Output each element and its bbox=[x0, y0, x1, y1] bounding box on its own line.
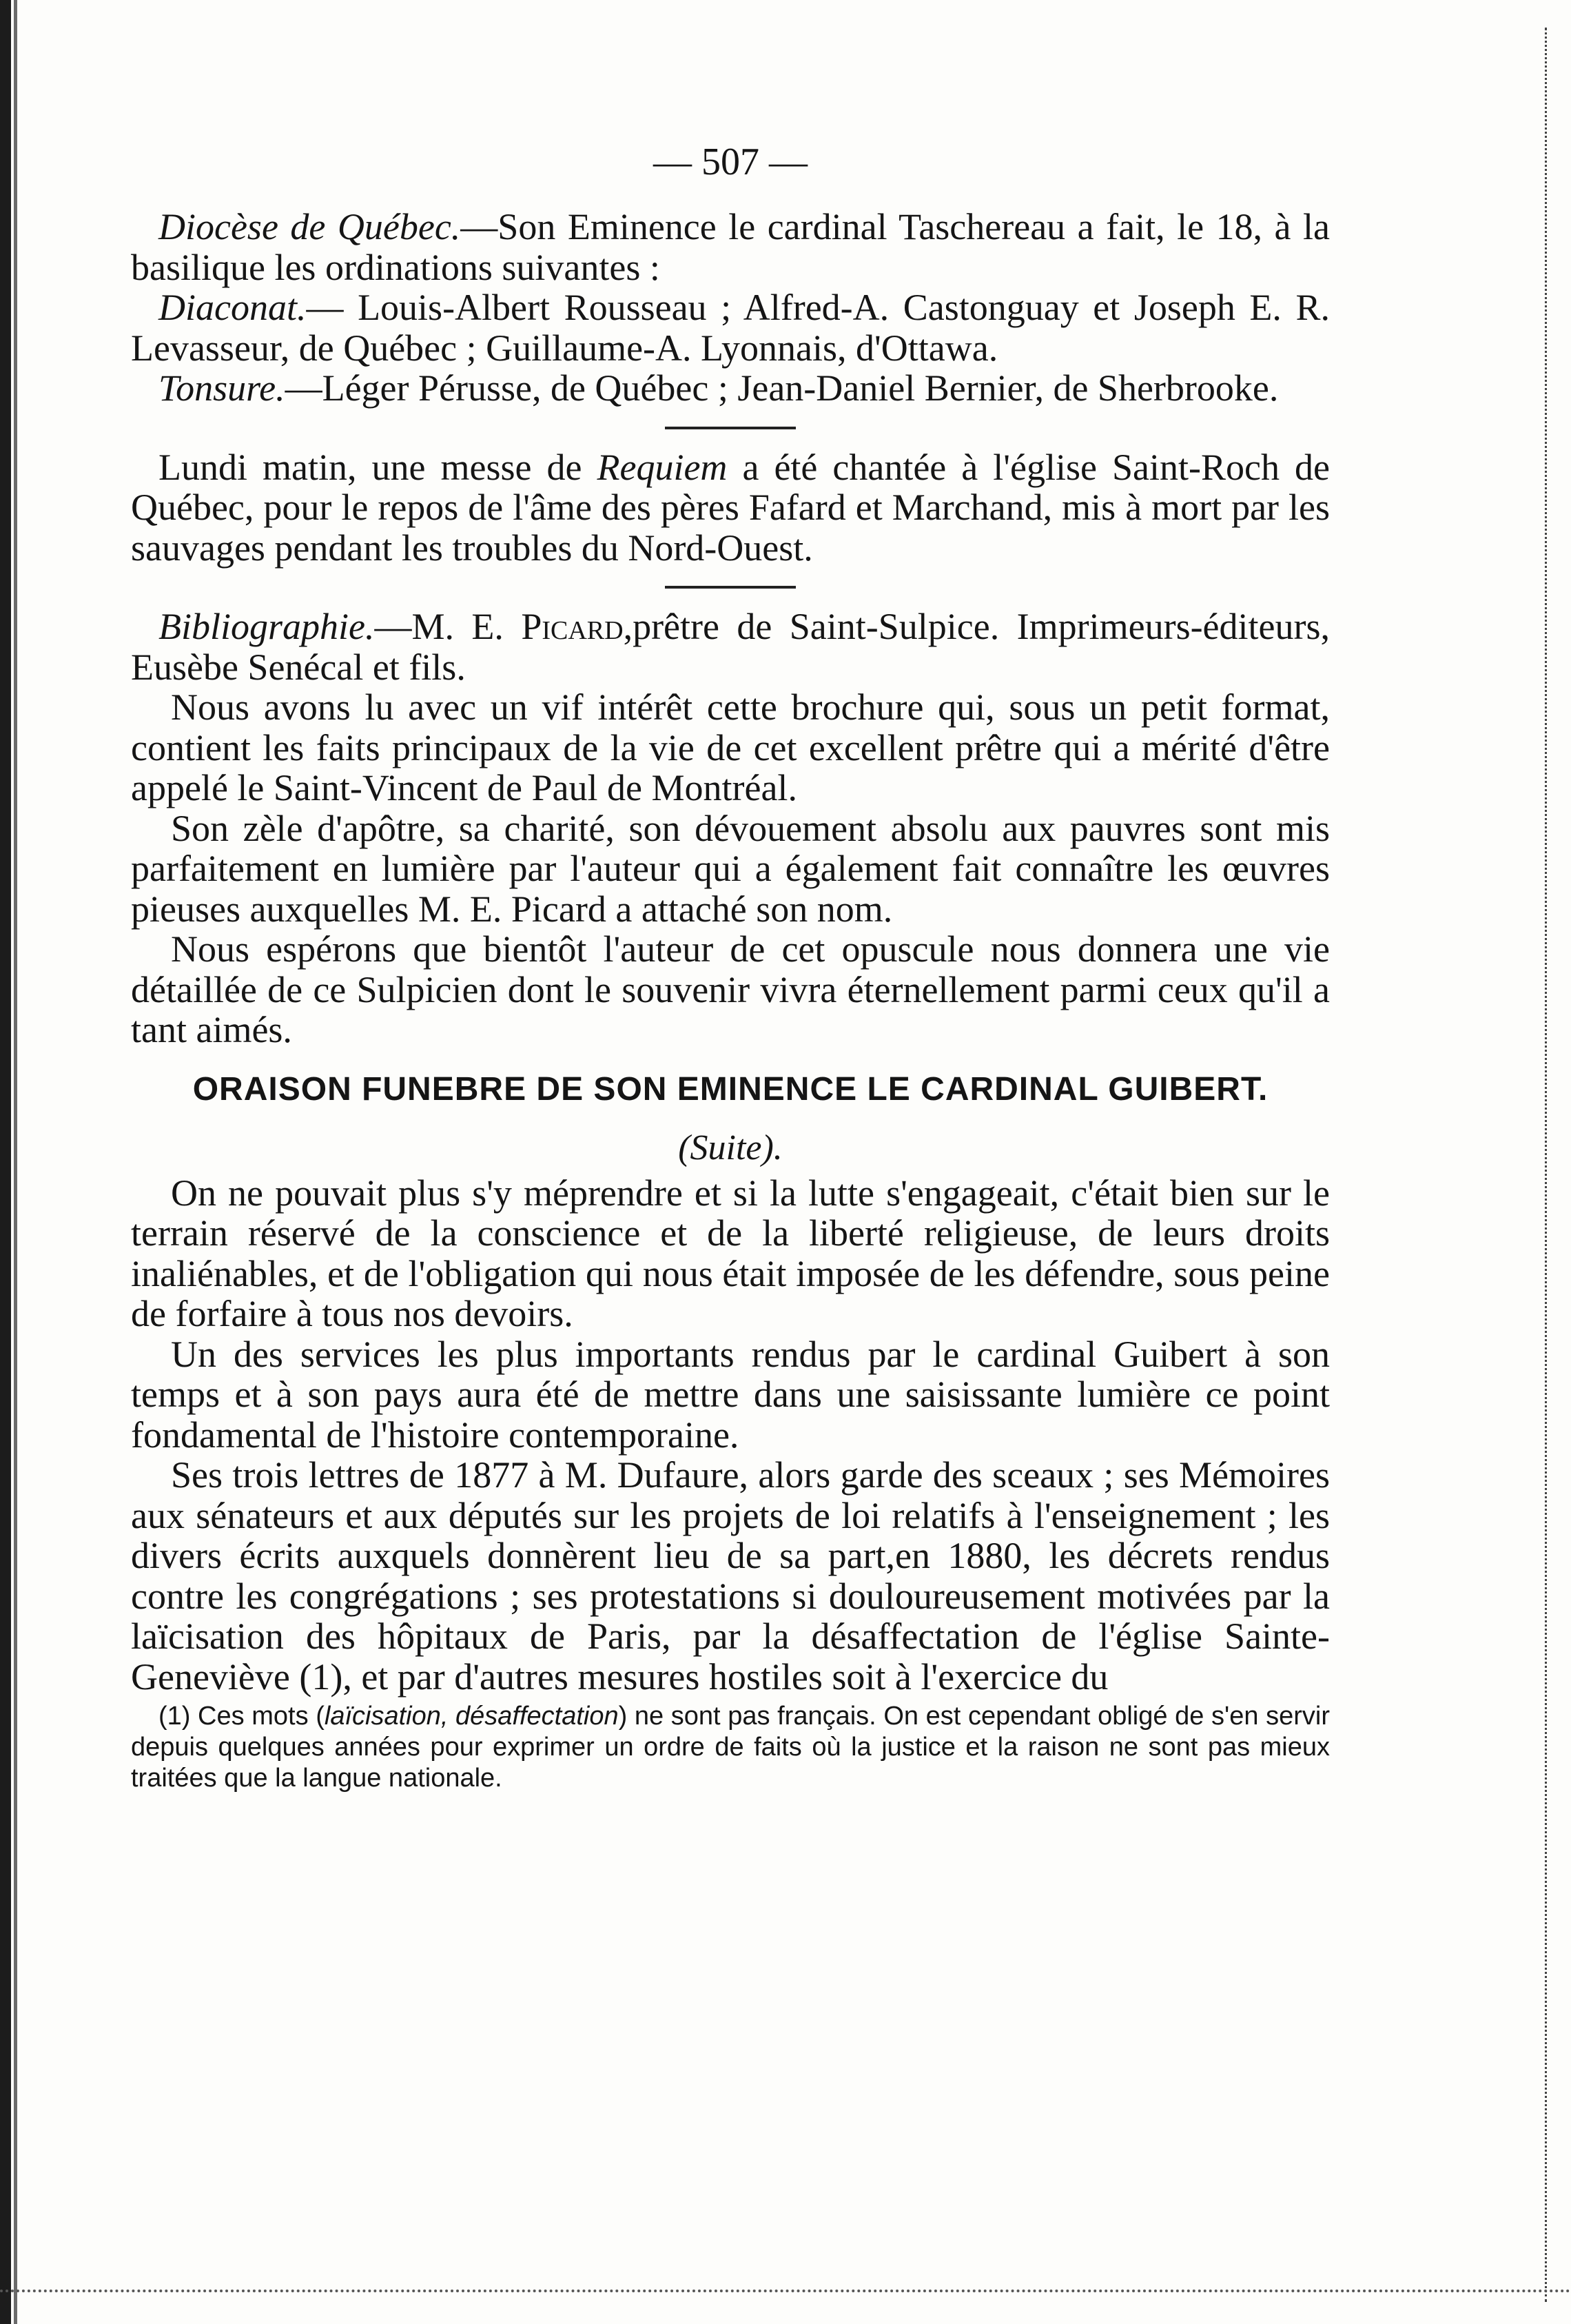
scan-binding-edge bbox=[0, 0, 11, 2324]
ordinations-intro-label: Diocèse de Québec. bbox=[158, 206, 461, 247]
section-heading: ORAISON FUNEBRE DE SON EMINENCE LE CARDINAL GUIBERT. bbox=[192, 1070, 1269, 1108]
footnote-rest: ) ne sont pas français. On est cependant obligé de s'en servir depuis quelques années pour exprimer un ordre de faits où la justice et la raison ne sont pas mieux traitées que la langue nationale. bbox=[131, 1702, 1331, 1793]
scan-right-edge bbox=[1545, 28, 1549, 2302]
diaconat-text: — Louis-Albert Rousseau ; Alfred-A. Castonguay et Joseph E. R. Levasseur, de Québec ; Guillaume-A. Lyonnais, d'Ottawa. bbox=[131, 287, 1330, 369]
tonsure-label: Tonsure. bbox=[158, 367, 285, 409]
subheading-text: (Suite). bbox=[678, 1128, 783, 1168]
bibliographie-paragraph: Son zèle d'apôtre, sa charité, son dévouement absolu aux pauvres sont mis parfaitement en lumière par l'auteur qui a également fait connaître les œuvres pieuses auxquelles M. E. Picard a attaché son nom. bbox=[131, 807, 1330, 930]
oraison-paragraph: On ne pouvait plus s'y méprendre et si la lutte s'engageait, c'était bien sur le terrain réservé de la conscience et de la liberté religieuse, de leurs droits inaliénables, et de l'obligation qui nous était imposée de les défendre, sous peine de forfaire à tous nos devoirs. bbox=[131, 1172, 1330, 1334]
ordinations-intro-text: —Son Eminence le cardinal Taschereau a fait, le 18, à la basilique les ordinations suivantes : bbox=[131, 206, 1330, 288]
footnote-marker: (1) Ces mots ( bbox=[158, 1702, 325, 1731]
bibliographie-rest: ,prêtre de Saint-Sulpice. Imprimeurs-éditeurs, Eusèbe Senécal et fils. bbox=[131, 606, 1330, 688]
tonsure-text: —Léger Pérusse, de Québec ; Jean-Daniel Bernier, de Sherbrooke. bbox=[285, 367, 1279, 409]
requiem-text-after: a été chantée à l'église Saint-Roch de Québec, pour le repos de l'âme des pères Fafard et Marchand, mis à mort par les sauvages pendant les troubles du Nord-Ouest. bbox=[131, 446, 1330, 569]
section-subheading bbox=[131, 1128, 1330, 1169]
oraison-paragraph: Un des services les plus importants rendus par le cardinal Guibert à son temps et à son pays aura été de mettre dans une saisissante lumière ce point fondamental de l'histoire contemporaine. bbox=[131, 1333, 1330, 1456]
section-divider bbox=[665, 427, 796, 429]
bibliographie-section bbox=[131, 607, 1330, 1050]
bibliographie-label: Bibliographie. bbox=[158, 606, 375, 647]
bibliographie-header bbox=[131, 607, 1330, 687]
requiem-emphasis: Requiem bbox=[597, 446, 728, 488]
oraison-paragraph: Ses trois lettres de 1877 à M. Dufaure, alors garde des sceaux ; ses Mémoires aux sénateurs et aux députés sur les projets de loi relatifs à l'enseignement ; les divers écrits auxquels donnèrent lieu de sa part,en 1880, les décrets rendus contre les congrégations ; ses protestations si douloureusement motivées par la laïcisation des hôpitaux de Paris, par la désaffectation de l'église Sainte-Geneviève (1), et par d'autres mesures hostiles soit à l'exercice du bbox=[131, 1454, 1330, 1698]
bibliographie-paragraph: Nous avons lu avec un vif intérêt cette brochure qui, sous un petit format, contient les faits principaux de la vie de cet excellent prêtre qui a mérité d'être appelé le Saint-Vincent de Paul de Montréal. bbox=[131, 686, 1330, 808]
requiem-paragraph bbox=[131, 447, 1330, 569]
page-number: — 507 — bbox=[653, 141, 808, 183]
requiem-text-before: Lundi matin, une messe de bbox=[158, 446, 597, 488]
ordinations-intro bbox=[131, 207, 1330, 287]
page-content bbox=[131, 138, 1330, 1794]
diaconat-paragraph bbox=[131, 287, 1330, 368]
oraison-section bbox=[131, 1068, 1330, 1698]
bibliographie-dash: —M. E. bbox=[374, 606, 522, 647]
tonsure-paragraph bbox=[131, 368, 1330, 409]
diaconat-label: Diaconat. bbox=[158, 287, 307, 328]
bibliographie-author: Picard bbox=[521, 606, 624, 647]
scan-bottom-edge bbox=[0, 2290, 1571, 2299]
requiem-section bbox=[131, 447, 1330, 569]
ordinations-section bbox=[131, 207, 1330, 409]
bibliographie-paragraph: Nous espérons que bientôt l'auteur de cet opuscule nous donnera une vie détaillée de ce Sulpicien dont le souvenir vivra éternellement parmi ceux qu'il a tant aimés. bbox=[131, 928, 1330, 1050]
scan-binding-shadow bbox=[14, 0, 17, 2324]
footnote bbox=[131, 1701, 1330, 1794]
footnote-italic: laïcisation, désaffectation bbox=[324, 1702, 619, 1731]
section-divider bbox=[665, 586, 796, 589]
